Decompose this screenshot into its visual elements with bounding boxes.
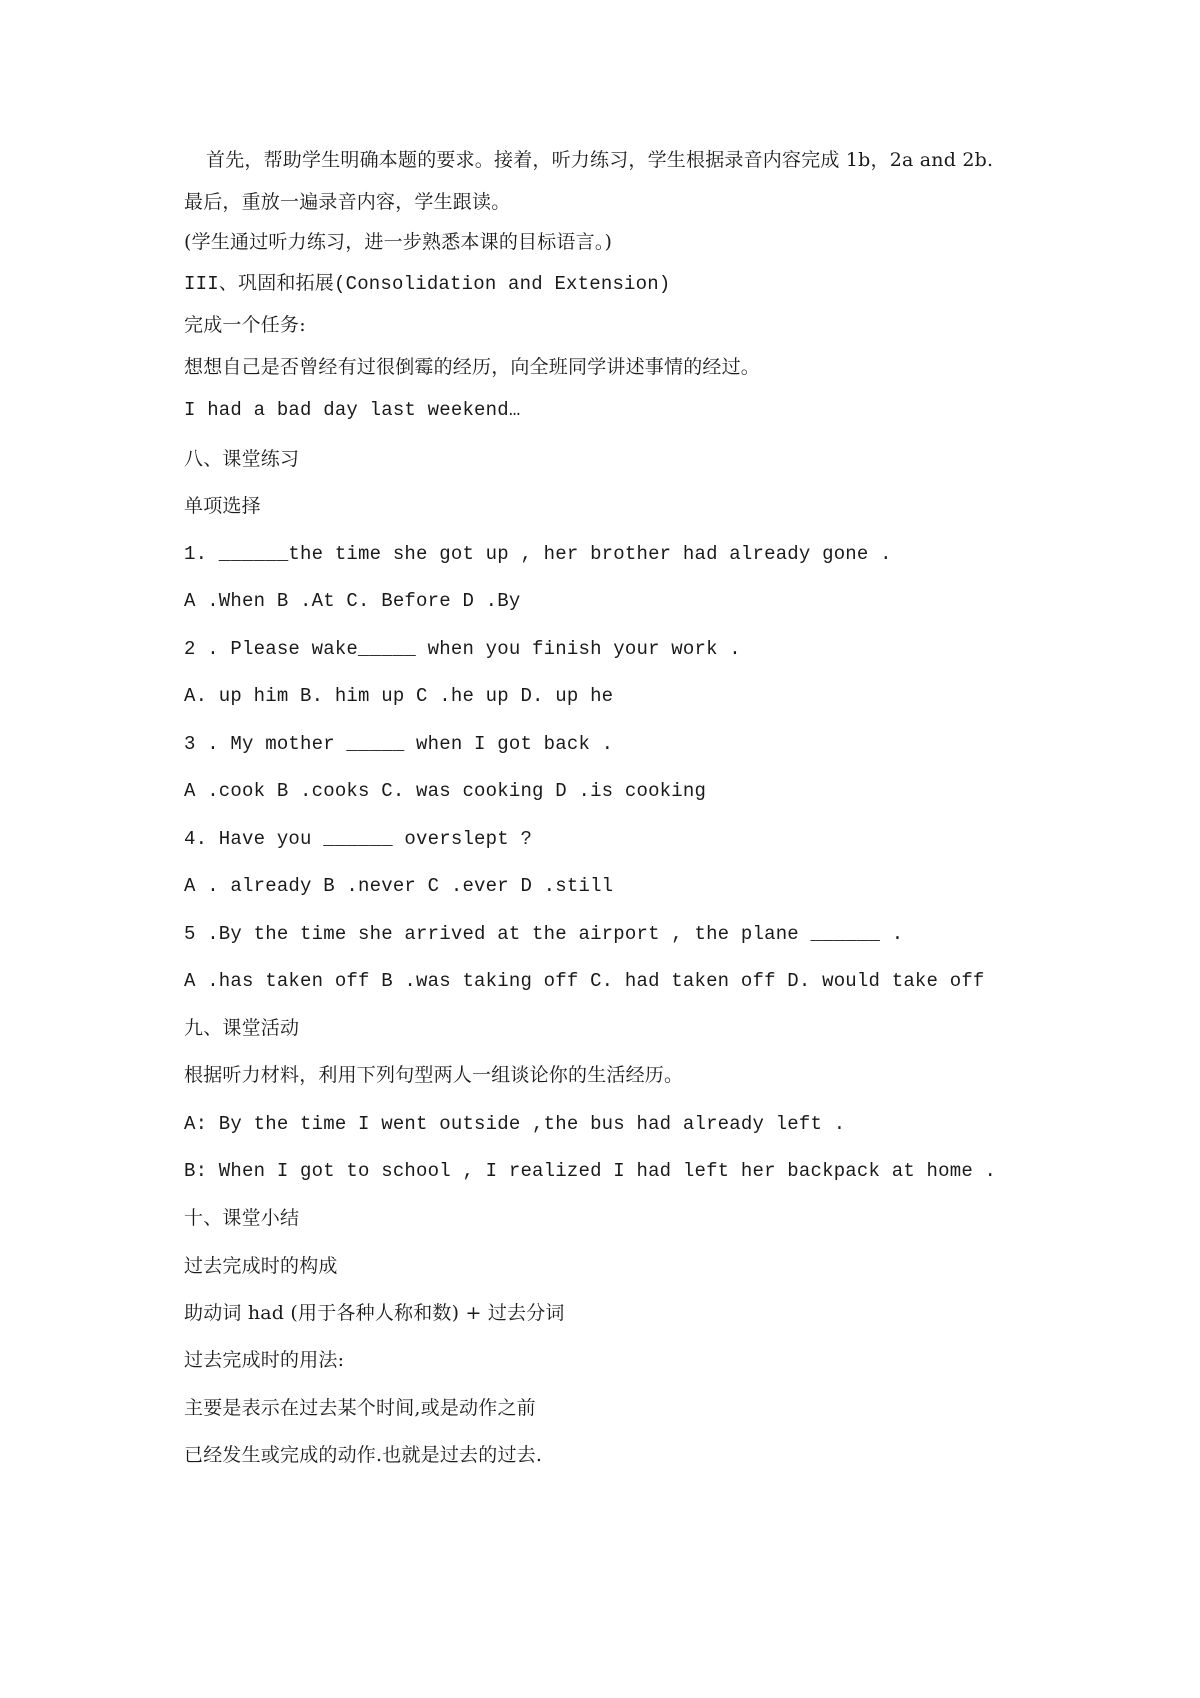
summary-structure-formula: 助动词 had (用于各种人称和数) + 过去分词 bbox=[184, 1302, 565, 1324]
summary-usage-label: 过去完成时的用法: bbox=[184, 1349, 345, 1371]
activity-instruction: 根据听力材料，利用下列句型两人一组谈论你的生活经历。 bbox=[184, 1064, 684, 1086]
question-3: 3 . My mother _____ when I got back . bbox=[184, 733, 614, 755]
paragraph-intro-continued: 最后，重放一遍录音内容，学生跟读。 bbox=[184, 191, 511, 213]
task-description: 想想自己是否曾经有过很倒霉的经历，向全班同学讲述事情的经过。 bbox=[184, 356, 761, 378]
dialogue-line-b: B: When I got to school , I realized I had left her backpack at home . bbox=[184, 1160, 997, 1182]
question-5-options: A .has taken off B .was taking off C. had taken off D. would take off bbox=[184, 970, 985, 992]
subheading-multiple-choice: 单项选择 bbox=[184, 495, 261, 517]
section-heading-consolidation: III、巩固和拓展(Consolidation and Extension) bbox=[184, 273, 671, 295]
question-5: 5 .By the time she arrived at the airport , the plane ______ . bbox=[184, 923, 904, 945]
note-purpose: (学生通过听力练习，进一步熟悉本课的目标语言。) bbox=[184, 231, 613, 253]
paragraph-intro: 首先，帮助学生明确本题的要求。接着，听力练习，学生根据录音内容完成 1b，2a and 2b. bbox=[206, 149, 994, 171]
question-1-options: A .When B .At C. Before D .By bbox=[184, 590, 521, 612]
summary-usage-line-2: 已经发生或完成的动作.也就是过去的过去. bbox=[184, 1444, 543, 1466]
question-3-options: A .cook B .cooks C. was cooking D .is cooking bbox=[184, 780, 707, 802]
dialogue-line-a: A: By the time I went outside ,the bus had already left . bbox=[184, 1113, 846, 1135]
question-4-options: A . already B .never C .ever D .still bbox=[184, 875, 614, 897]
question-1: 1. ______the time she got up , her brother had already gone . bbox=[184, 543, 892, 565]
question-4: 4. Have you ______ overslept ? bbox=[184, 828, 533, 850]
section-heading-exercise: 八、课堂练习 bbox=[184, 448, 300, 470]
summary-structure-label: 过去完成时的构成 bbox=[184, 1255, 338, 1277]
summary-usage-line-1: 主要是表示在过去某个时间,或是动作之前 bbox=[184, 1397, 536, 1419]
task-label: 完成一个任务: bbox=[184, 314, 306, 336]
question-2-options: A. up him B. him up C .he up D. up he bbox=[184, 685, 614, 707]
section-heading-activity: 九、课堂活动 bbox=[184, 1017, 300, 1039]
question-2: 2 . Please wake_____ when you finish your work . bbox=[184, 638, 741, 660]
task-example: I had a bad day last weekend… bbox=[184, 399, 521, 421]
section-heading-summary: 十、课堂小结 bbox=[184, 1207, 300, 1229]
